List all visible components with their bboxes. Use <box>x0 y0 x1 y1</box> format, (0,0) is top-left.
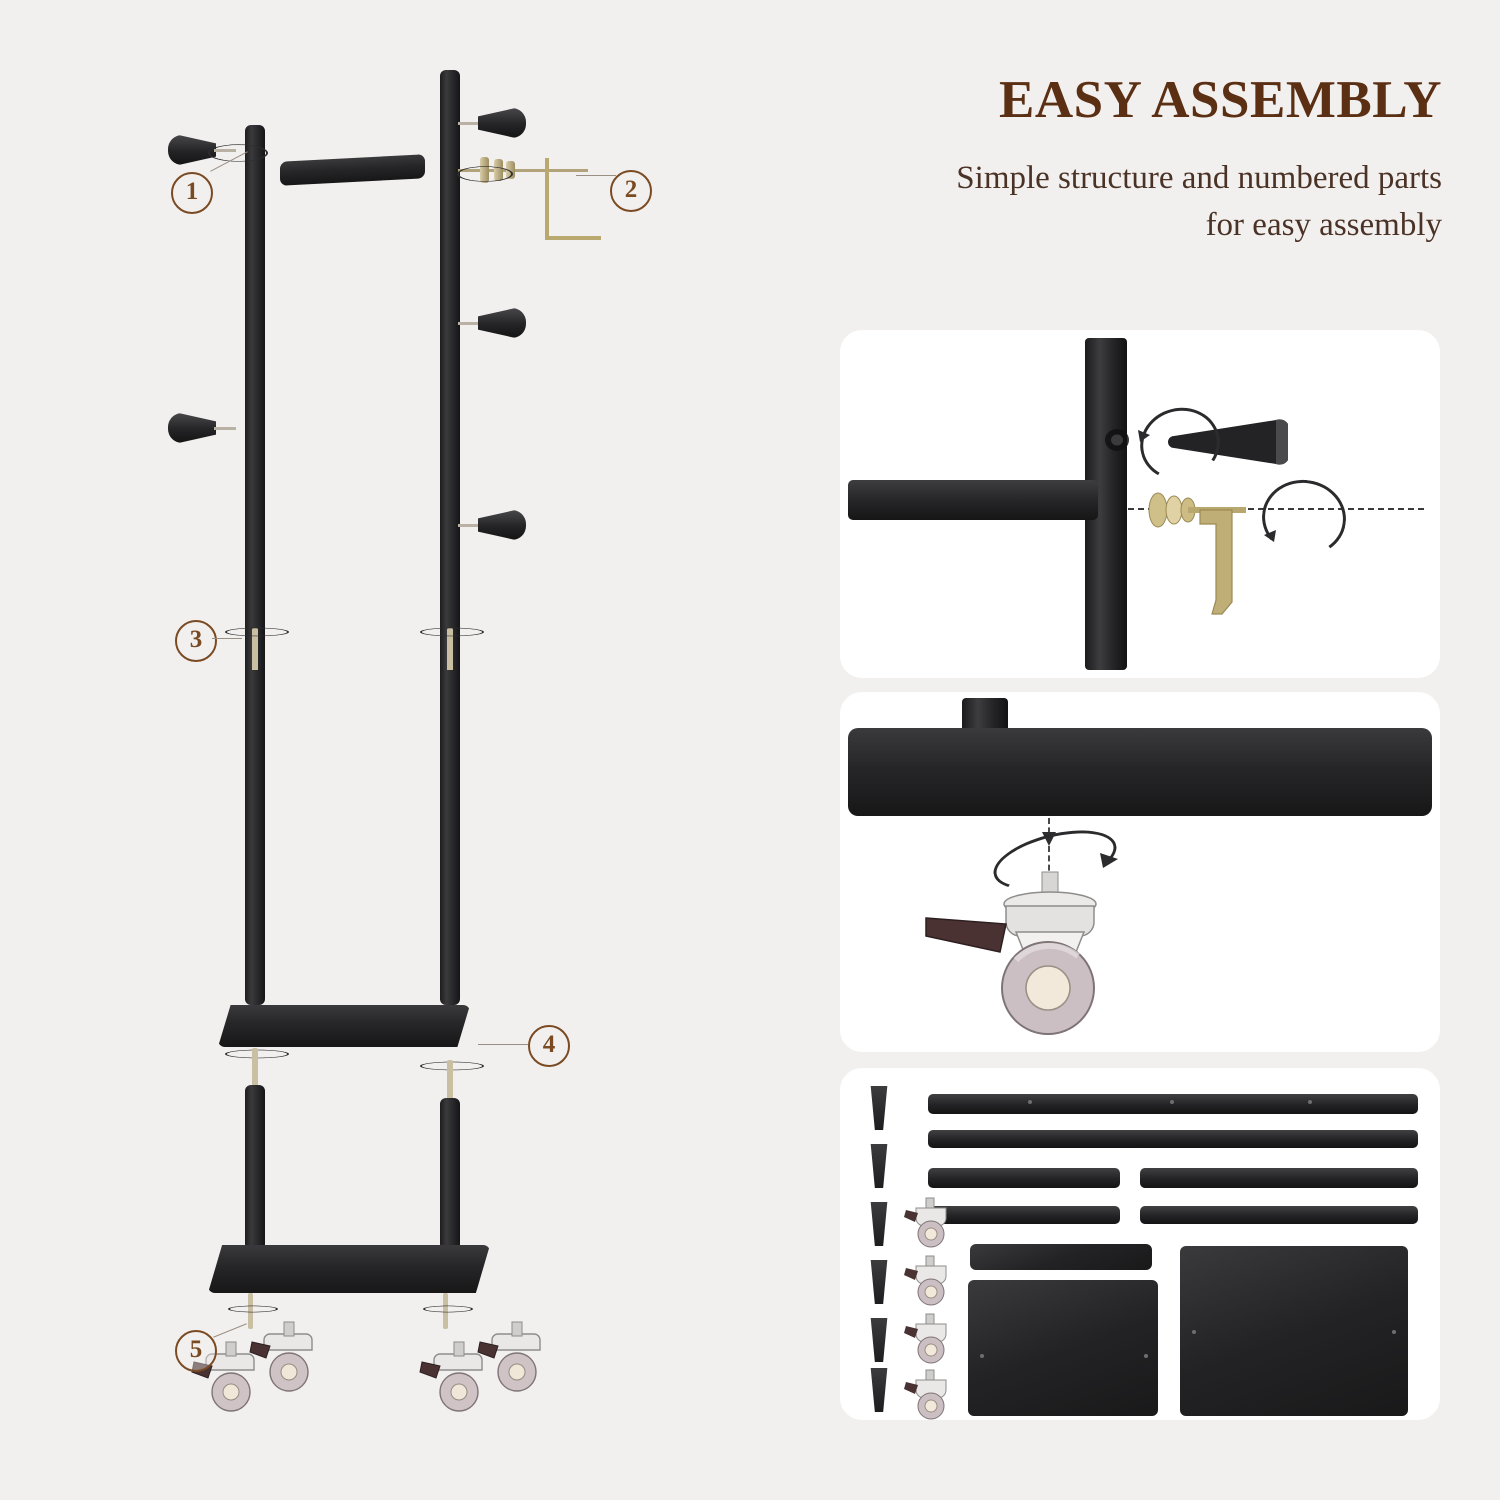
part-short-pole <box>1140 1206 1418 1224</box>
middle-shelf-board <box>218 1005 470 1047</box>
rotation-ring-icon <box>208 144 268 161</box>
part-long-pole <box>928 1130 1418 1148</box>
part-caster <box>904 1254 958 1308</box>
caster-ring-icon <box>423 1306 473 1313</box>
part-short-pole <box>928 1168 1120 1188</box>
part-shelf-board <box>1180 1246 1408 1416</box>
lower-right-pole <box>440 670 460 1005</box>
leader-line <box>576 175 616 176</box>
part-caster <box>904 1312 958 1366</box>
bottom-left-pole <box>245 1085 265 1250</box>
detail-allen-key <box>1192 502 1272 622</box>
step-badge-1: 1 <box>171 172 213 214</box>
leader-line <box>213 1323 247 1337</box>
part-long-pole <box>928 1094 1418 1114</box>
detail-hanging-rail <box>848 480 1098 520</box>
step-badge-5: 5 <box>175 1330 217 1372</box>
board-hole-marker <box>980 1354 984 1358</box>
rotation-arrow-head-icon <box>1098 850 1120 872</box>
knob-cone-icon <box>168 413 216 443</box>
step-badge-2: 2 <box>610 170 652 212</box>
upper-left-pole <box>245 125 265 680</box>
pole-connector <box>252 1048 258 1090</box>
knob-screw <box>458 108 526 138</box>
knob-screw <box>458 510 526 540</box>
detail-swivel-caster <box>920 870 1180 1040</box>
part-knob-screw <box>866 1202 892 1246</box>
part-hanging-rail <box>970 1244 1152 1270</box>
knob-cone-icon <box>478 108 526 138</box>
page-subtitle-line-1: Simple structure and numbered parts <box>956 160 1442 196</box>
knob-cone-icon <box>478 308 526 338</box>
screw-hole-icon <box>1102 426 1132 454</box>
knob-screw <box>458 308 526 338</box>
detail-shelf-board <box>848 728 1432 816</box>
rotation-arrow-head-icon <box>1136 426 1156 446</box>
knob-stem-icon <box>458 322 480 325</box>
leader-line <box>212 638 242 639</box>
parts-list-overview-panel <box>840 1068 1440 1420</box>
knob-and-screw-detail-panel <box>840 330 1440 678</box>
lower-left-pole <box>245 670 265 1005</box>
board-hole-marker <box>1392 1330 1396 1334</box>
exploded-assembly-diagram <box>40 30 800 1480</box>
caster-install-detail-panel <box>840 692 1440 1052</box>
knob-cone-icon <box>478 510 526 540</box>
knob-stem-icon <box>214 427 236 430</box>
allen-key-icon <box>545 158 601 240</box>
swivel-caster <box>248 1320 338 1410</box>
bottom-shelf-board <box>208 1245 490 1293</box>
upper-right-pole <box>440 70 460 680</box>
knob-screw <box>168 413 236 443</box>
connector-ring-icon <box>420 628 484 637</box>
leader-line <box>478 1044 528 1045</box>
caster-ring-icon <box>228 1306 278 1313</box>
knob-stem-icon <box>458 524 480 527</box>
part-knob-screw <box>866 1368 892 1412</box>
board-hole-marker <box>1192 1330 1196 1334</box>
part-knob-screw <box>866 1144 892 1188</box>
part-short-pole <box>1140 1168 1418 1188</box>
rotation-arrow-head-icon <box>1258 526 1278 546</box>
hanging-rail <box>280 154 425 186</box>
part-knob-screw <box>866 1260 892 1304</box>
part-shelf-board <box>968 1280 1158 1416</box>
swivel-caster <box>476 1320 566 1410</box>
knob-stem-icon <box>458 122 480 125</box>
pole-hole-marker <box>1028 1100 1032 1104</box>
pole-connector <box>447 1060 453 1102</box>
page-subtitle-line-2: for easy assembly <box>1205 206 1442 243</box>
part-caster <box>904 1368 958 1422</box>
board-hole-marker <box>1144 1354 1148 1358</box>
pole-hole-marker <box>1170 1100 1174 1104</box>
part-knob-screw <box>866 1318 892 1362</box>
part-knob-screw <box>866 1086 892 1130</box>
page-subtitle <box>722 155 1442 249</box>
bottom-right-pole <box>440 1098 460 1250</box>
page-title: EASY ASSEMBLY <box>999 71 1442 129</box>
pole-hole-marker <box>1308 1100 1312 1104</box>
step-badge-4: 4 <box>528 1025 570 1067</box>
part-caster <box>904 1196 958 1250</box>
connector-ring-icon <box>225 628 289 637</box>
rotation-ring-icon <box>457 166 513 181</box>
step-badge-3: 3 <box>175 620 217 662</box>
